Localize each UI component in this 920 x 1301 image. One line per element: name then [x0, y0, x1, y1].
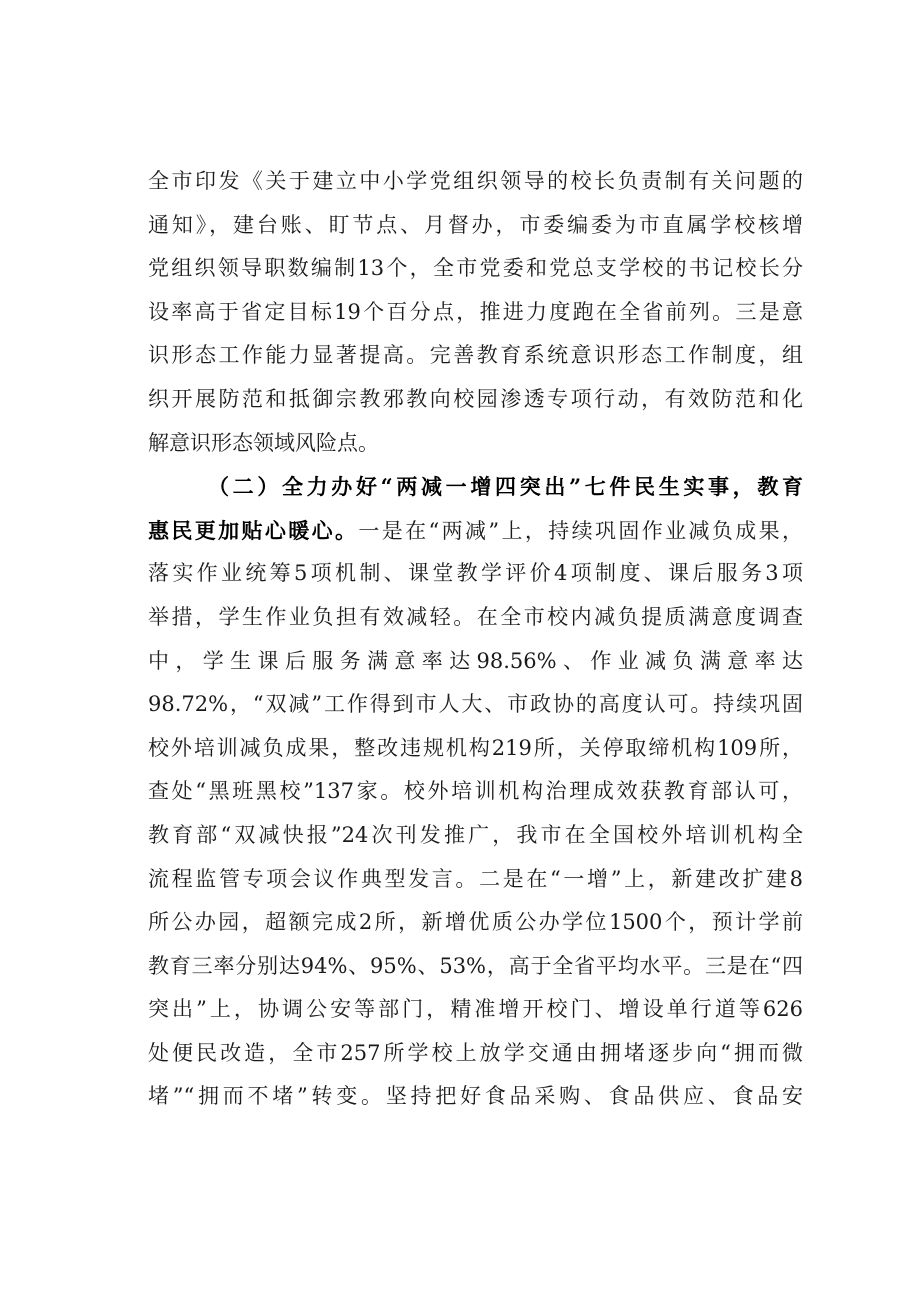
- text-line: [148, 509, 803, 553]
- text-line: 教育三率分别达94%、95%、53%，高于全省平均水平。三是在“四: [148, 953, 803, 978]
- text-line: 通知》，建台账、盯节点、月督办，市委编委为市直属学校核增: [148, 212, 803, 237]
- text-line: 党组织领导职数编制13个，全市党委和党总支学校的书记校长分: [148, 256, 803, 281]
- text-line: 突出”上，协调公安等部门，精准增开校门、增设单行道等626: [148, 997, 803, 1022]
- section-heading-end: 惠民更加贴心暖心。: [148, 517, 359, 543]
- text-line: 织开展防范和抵御宗教邪教向校园渗透专项行动，有效防范和化: [148, 386, 803, 411]
- document-page: [148, 160, 803, 1119]
- text-line: 所公办园，超额完成2所，新增优质公办学位1500个，预计学前: [148, 910, 803, 935]
- text-span: 一是在“两减”上，持续巩固作业减负成果，: [358, 518, 803, 543]
- section-heading: （二）全力办好“两减一增四突出”七件民生实事，教育: [208, 474, 803, 500]
- text-line: 举措，学生作业负担有效减轻。在全市校内减负提质满意度调查: [148, 604, 803, 629]
- text-line: 落实作业统筹5项机制、课堂教学评价4项制度、课后服务3项: [148, 561, 803, 586]
- text-line: 全市印发《关于建立中小学党组织领导的校长负责制有关问题的: [148, 169, 803, 193]
- text-line: 查处“黑班黑校”137家。校外培训机构治理成效获教育部认可，: [148, 779, 803, 804]
- text-line: 流程监管专项会议作典型发言。二是在“一增”上，新建改扩建8: [148, 866, 803, 891]
- text-line: 识形态工作能力显著提高。完善教育系统意识形态工作制度，组: [148, 343, 803, 368]
- text-line: 设率高于省定目标19个百分点，推进力度跑在全省前列。三是意: [148, 299, 803, 324]
- text-line: 校外培训减负成果，整改违规机构219所，关停取缔机构109所，: [148, 735, 803, 760]
- text-line: 处便民改造，全市257所学校上放学交通由拥堵逐步向“拥而微: [148, 1040, 803, 1065]
- text-line: 中，学生课后服务满意率达98.56%、作业减负满意率达: [148, 648, 803, 673]
- text-line: 解意识形态领域风险点。: [148, 430, 379, 455]
- text-line: 98.72%，“双减”工作得到市人大、市政协的高度认可。持续巩固: [148, 692, 803, 717]
- text-line: 教育部“双减快报”24次刊发推广，我市在全国校外培训机构全: [148, 822, 803, 847]
- paragraph-party-building: [148, 160, 803, 465]
- text-line: 堵”“拥而不堵”转变。坚持把好食品采购、食品供应、食品安: [148, 1084, 803, 1109]
- paragraph-livelihood: [148, 465, 803, 1119]
